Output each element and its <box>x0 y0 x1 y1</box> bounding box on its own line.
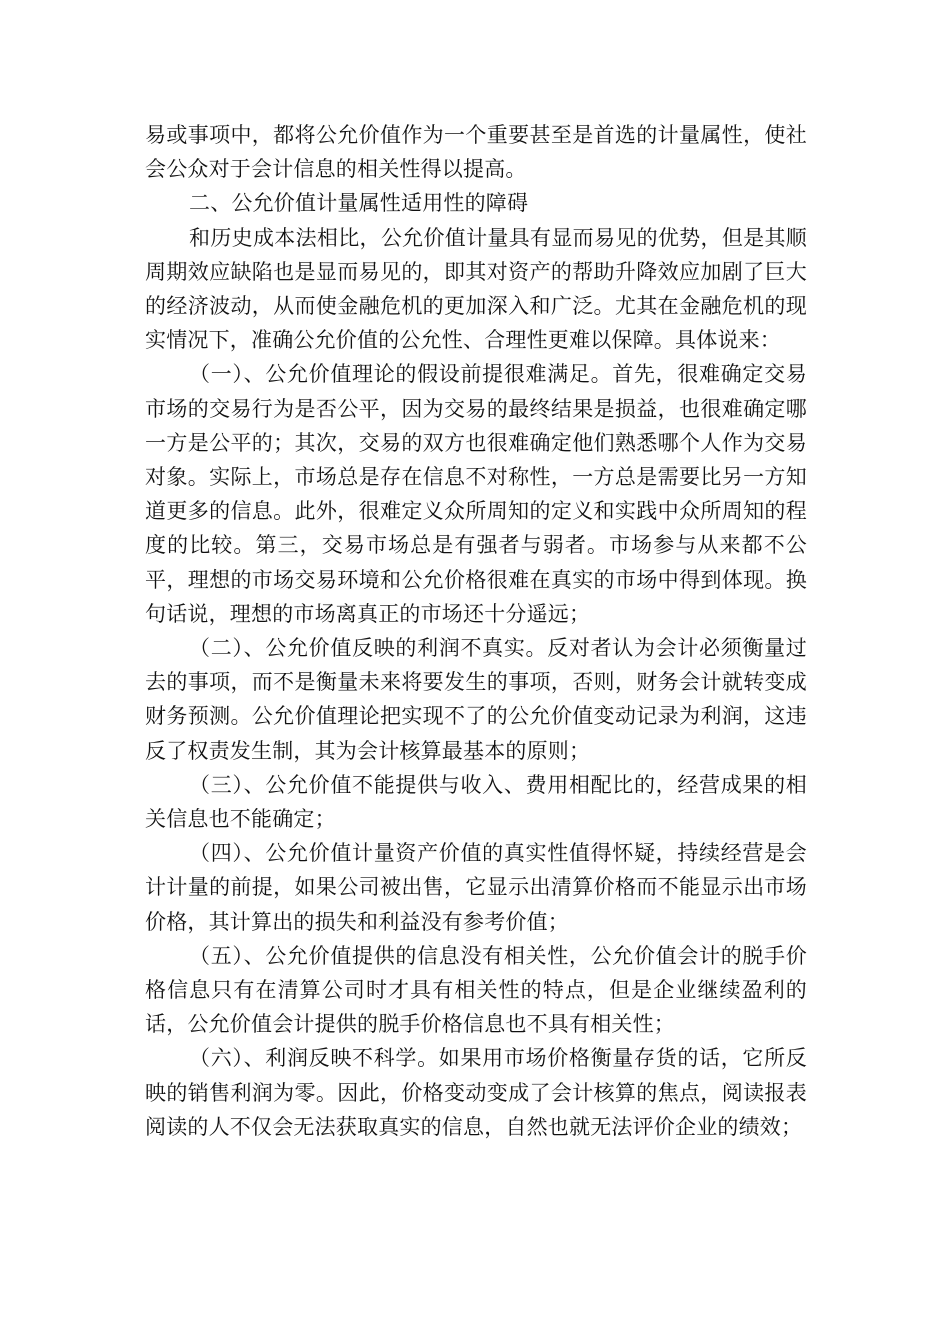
paragraph-point-1: （一）、公允价值理论的假设前提很难满足。首先，很难确定交易市场的交易行为是否公平，因为交易的最终结果是损益，也很难确定哪一方是公平的；其次，交易的双方也很难确定他们熟悉哪个人作为交易对象。实际上，市场总是存在信息不对称性，一方总是需要比另一方知道更多的信息。此外，很难定义众所周知的定义和实践中众所周知的程度的比较。第三，交易市场总是有强者与弱者。市场参与从来都不公平，理想的市场交易环境和公允价格很难在真实的市场中得到体现。换句话说，理想的市场离真正的市场还十分遥远； <box>145 362 807 626</box>
paragraph-intro: 和历史成本法相比，公允价值计量具有显而易见的优势，但是其顺周期效应缺陷也是显而易见的，即其对资产的帮助升降效应加剧了巨大的经济波动，从而使金融危机的更加深入和广泛。尤其在金融危机的现实情况下，准确公允价值的公允性、合理性更难以保障。具体说来： <box>145 225 807 353</box>
paragraph-point-2: （二）、公允价值反映的利润不真实。反对者认为会计必须衡量过去的事项，而不是衡量未来将要发生的事项，否则，财务会计就转变成财务预测。公允价值理论把实现不了的公允价值变动记录为利润，这违反了权责发生制，其为会计核算最基本的原则； <box>145 636 807 763</box>
paragraph-point-3: （三）、公允价值不能提供与收入、费用相配比的，经营成果的相关信息也不能确定； <box>145 772 807 832</box>
section-heading: 二、公允价值计量属性适用性的障碍 <box>189 191 529 216</box>
paragraph-continuation: 易或事项中，都将公允价值作为一个重要甚至是首选的计量属性，使社会公众对于会计信息的相关性得以提高。 <box>145 123 807 182</box>
document-body <box>145 118 807 1144</box>
paragraph-point-4: （四）、公允价值计量资产价值的真实性值得怀疑，持续经营是会计计量的前提，如果公司被出售，它显示出清算价格而不能显示出市场价格，其计算出的损失和利益没有参考价值； <box>145 841 807 934</box>
paragraph-point-6: （六）、利润反映不科学。如果用市场价格衡量存货的话，它所反映的销售利润为零。因此，价格变动变成了会计核算的焦点，阅读报表阅读的人不仅会无法获取真实的信息，自然也就无法评价企业的绩效； <box>145 1046 807 1139</box>
paragraph-point-5: （五）、公允价值提供的信息没有相关性，公允价值会计的脱手价格信息只有在清算公司时才具有相关性的特点，但是企业继续盈利的话，公允价值会计提供的脱手价格信息也不具有相关性； <box>145 943 807 1037</box>
